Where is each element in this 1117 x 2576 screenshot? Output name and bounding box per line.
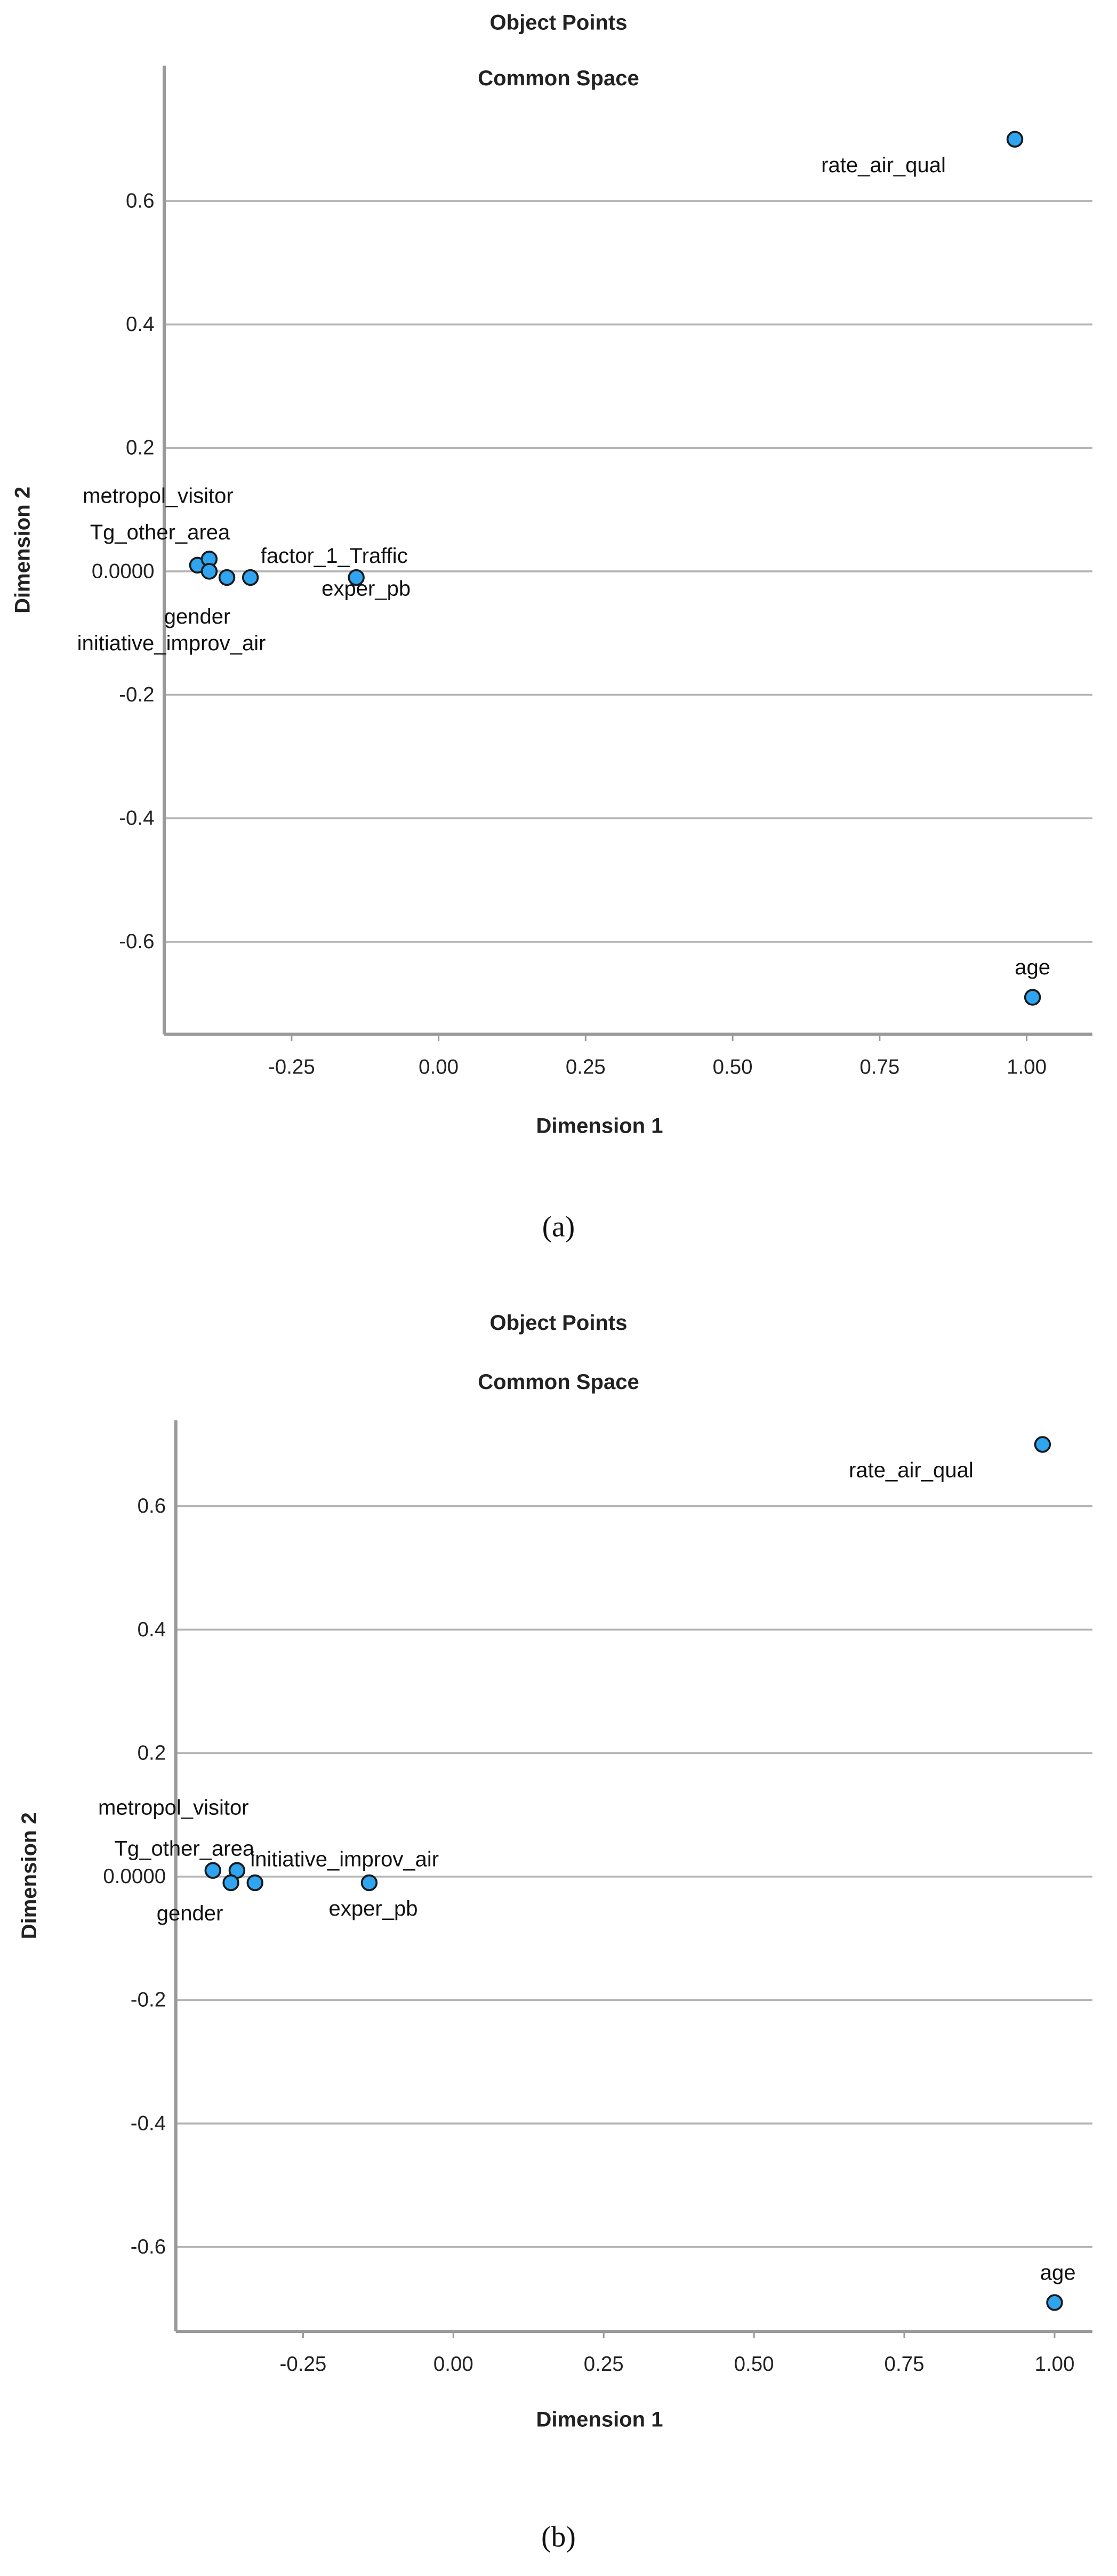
data-point xyxy=(202,564,217,579)
point-label: Tg_other_area xyxy=(114,1837,255,1861)
x-tick-label: 0.00 xyxy=(433,2352,473,2376)
point-label: initiative_improv_air xyxy=(250,1847,439,1871)
data-point xyxy=(1035,1437,1050,1452)
y-tick-label: -0.6 xyxy=(119,930,155,954)
data-point xyxy=(247,1876,262,1891)
y-tick-label: -0.4 xyxy=(119,806,155,830)
chart-title: Object Points xyxy=(489,1311,628,1335)
point-label: exper_pb xyxy=(322,577,411,601)
x-tick-label: 0.00 xyxy=(419,1055,459,1079)
point-label: rate_air_qual xyxy=(821,153,946,177)
data-point xyxy=(220,570,235,585)
point-label: age xyxy=(1015,955,1050,979)
y-tick-label: 0.4 xyxy=(137,1618,166,1641)
y-tick-label: -0.4 xyxy=(130,2112,166,2135)
x-tick-label: 0.75 xyxy=(884,2352,925,2376)
chart-subtitle: Common Space xyxy=(478,67,639,91)
x-tick-label: 0.50 xyxy=(734,2352,774,2376)
point-label: gender xyxy=(156,1902,223,1926)
chart-subtitle: Common Space xyxy=(478,1370,639,1394)
point-label: metropol_visitor xyxy=(98,1796,249,1820)
x-tick-label: 1.00 xyxy=(1034,2352,1075,2376)
x-tick-label: 0.25 xyxy=(583,2352,624,2376)
figure-caption: (b) xyxy=(541,2520,576,2553)
y-tick-label: 0.0000 xyxy=(91,560,155,583)
y-tick-label: -0.6 xyxy=(130,2235,166,2259)
data-point xyxy=(243,570,258,585)
y-tick-label: -0.2 xyxy=(130,1988,166,2012)
chart-title: Object Points xyxy=(489,11,628,35)
point-label: metropol_visitor xyxy=(83,484,234,508)
x-tick-label: 0.75 xyxy=(859,1055,900,1079)
y-tick-label: 0.4 xyxy=(126,312,155,336)
point-label: factor_1_Traffic xyxy=(260,544,408,568)
data-point xyxy=(1008,132,1023,147)
y-axis-label: Dimension 2 xyxy=(17,1812,41,1940)
data-point xyxy=(1047,2295,1062,2310)
point-label: initiative_improv_air xyxy=(77,631,266,655)
point-label: gender xyxy=(164,604,231,628)
y-tick-label: 0.0000 xyxy=(103,1865,166,1888)
data-point xyxy=(362,1876,377,1891)
x-tick-label: 1.00 xyxy=(1007,1055,1047,1079)
y-axis-label: Dimension 2 xyxy=(11,486,35,613)
x-tick-label: 0.25 xyxy=(565,1055,606,1079)
y-tick-label: 0.6 xyxy=(137,1495,166,1518)
y-tick-label: -0.2 xyxy=(119,683,155,706)
y-tick-label: 0.2 xyxy=(137,1741,166,1765)
figure-caption: (a) xyxy=(542,1210,575,1243)
point-label: age xyxy=(1040,2260,1076,2284)
x-tick-label: -0.25 xyxy=(279,2352,327,2376)
point-label: rate_air_qual xyxy=(849,1458,974,1482)
x-axis-label: Dimension 1 xyxy=(536,2408,663,2432)
x-axis-label: Dimension 1 xyxy=(536,1114,663,1138)
y-tick-label: 0.2 xyxy=(126,436,155,459)
x-tick-label: 0.50 xyxy=(712,1055,753,1079)
data-point xyxy=(1025,990,1040,1005)
point-label: Tg_other_area xyxy=(90,520,230,544)
data-point xyxy=(205,1863,220,1878)
y-tick-label: 0.6 xyxy=(126,189,155,213)
data-point xyxy=(223,1876,238,1891)
x-tick-label: -0.25 xyxy=(268,1055,315,1079)
point-label: exper_pb xyxy=(328,1896,418,1920)
